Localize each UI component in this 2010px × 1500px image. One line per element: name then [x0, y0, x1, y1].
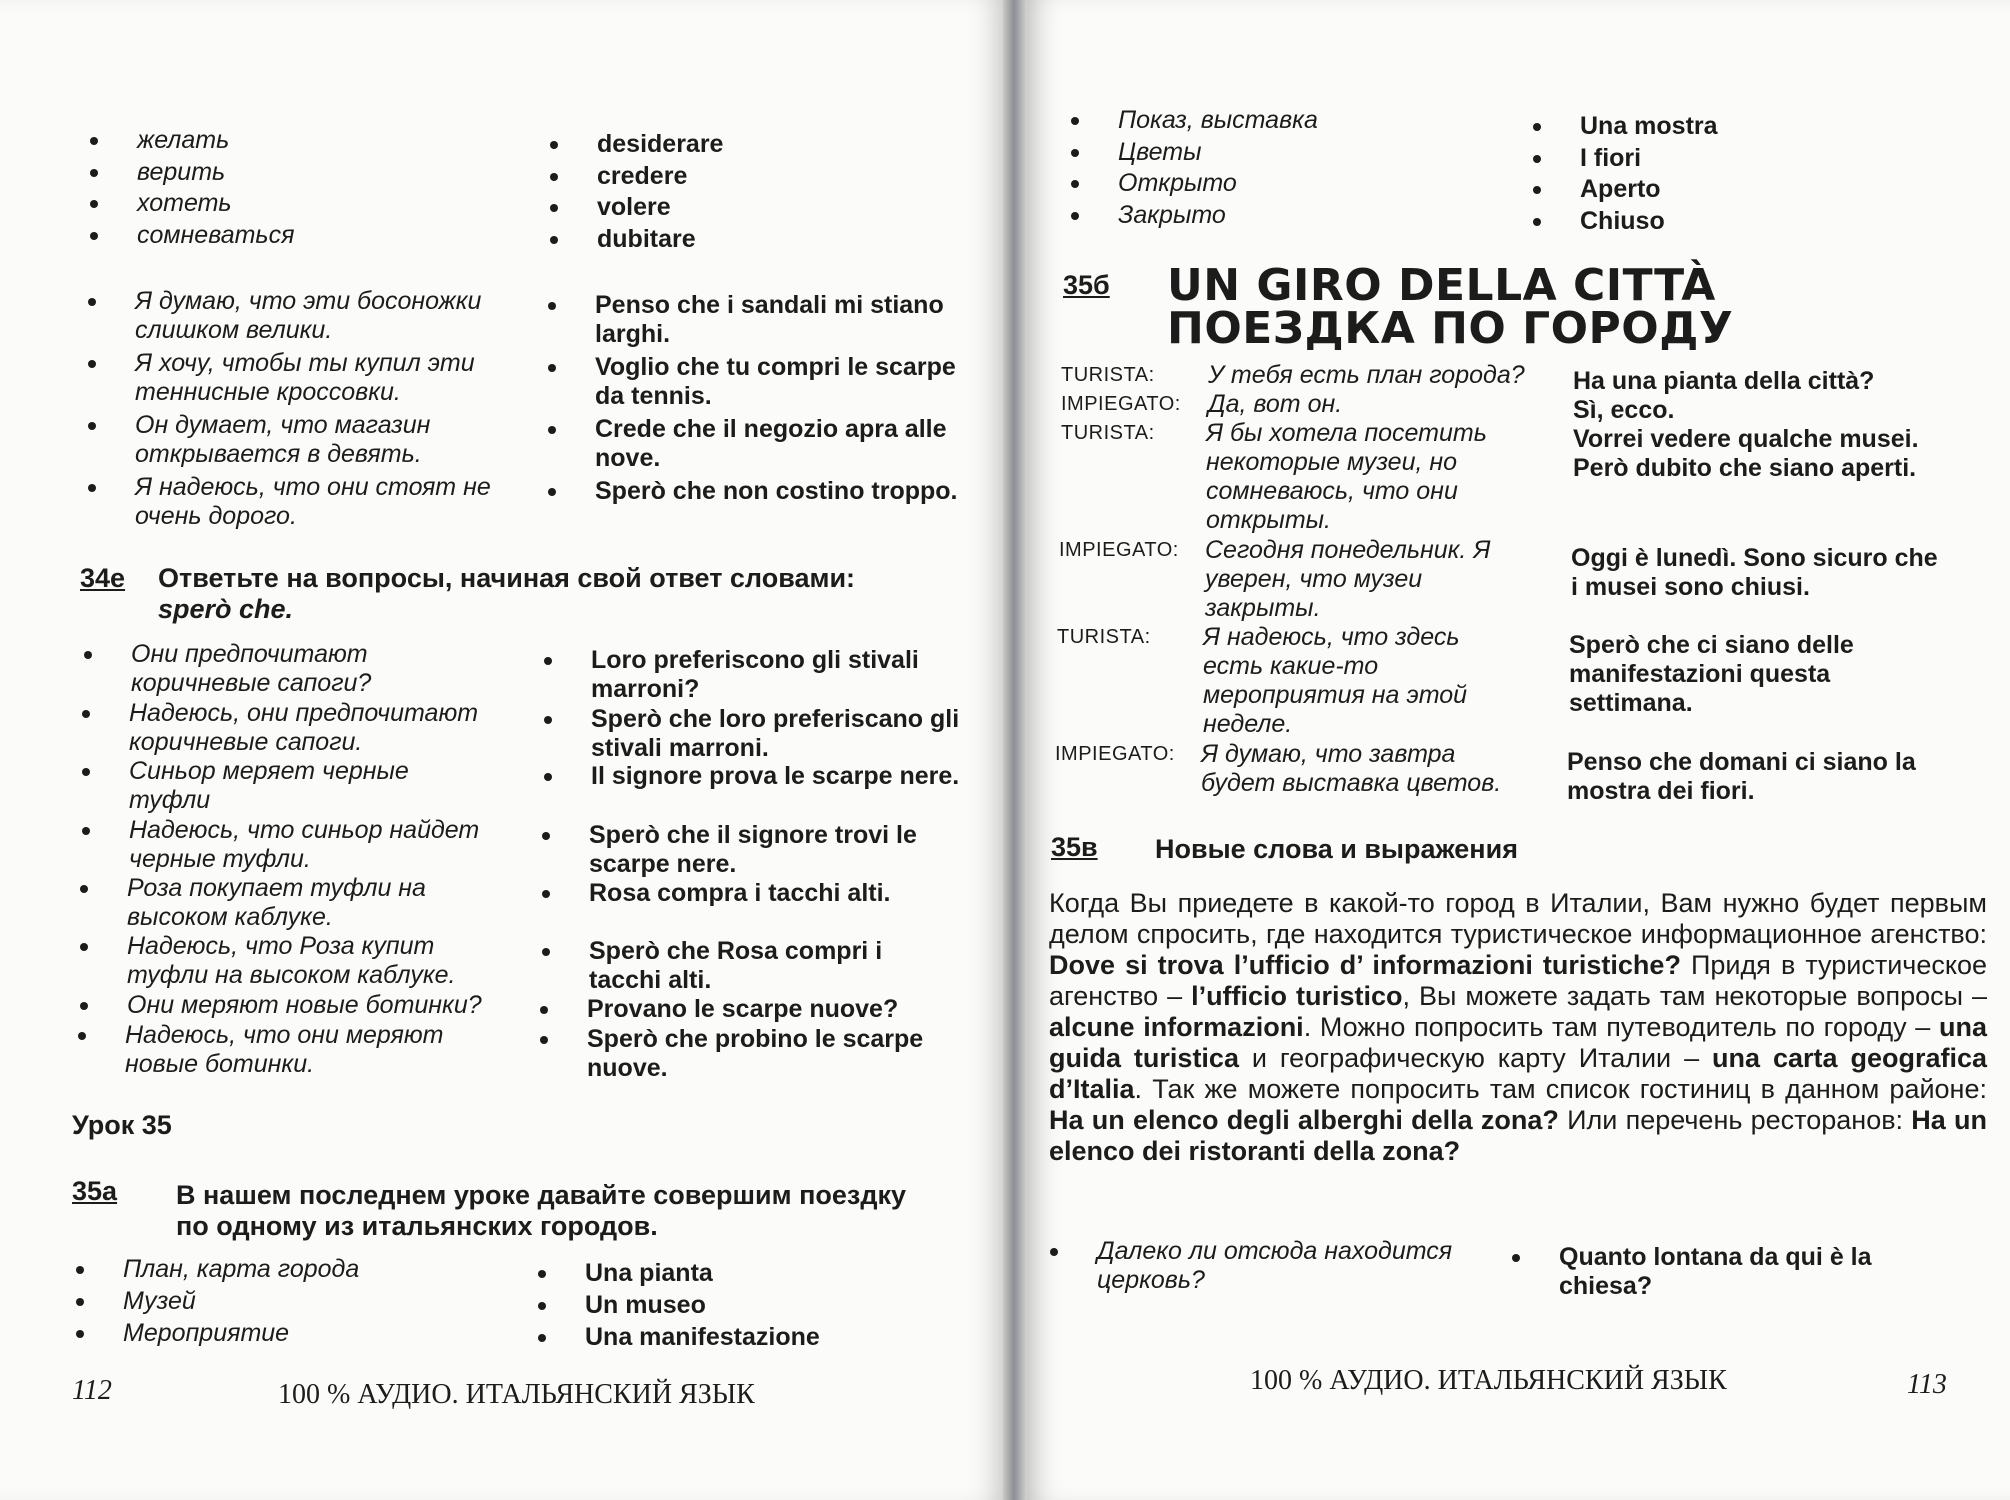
speaker-label: IMPIEGATO: [1059, 539, 1179, 561]
section-title: UN GIRO DELLA CITTÀ [1167, 260, 1716, 311]
list-item: Voglio che tu compri le scarpe da tennis. [595, 353, 956, 410]
page-number: 112 [72, 1375, 112, 1406]
list-item: Музей [123, 1287, 196, 1315]
list-item: Penso che i sandali mi stiano larghi. [595, 291, 944, 348]
section-title: В нашем последнем уроке давайте совершим поездку по одному из итальянских городов. [176, 1180, 906, 1241]
section-title-translation: ПОЕЗДКА ПО ГОРОДУ [1167, 303, 1734, 354]
dialogue-it: Penso che domani ci siano la mostra dei fiori. [1567, 748, 1916, 805]
list-item: Il signore prova le scarpe nere. [591, 762, 960, 790]
list-item: План, карта города [123, 1255, 360, 1283]
list-item: Роза покупает туфли на высоком каблуке. [127, 874, 426, 931]
dialogue-ru: Я бы хотела посетить некоторые музеи, но сомневаюсь, что они открыты. [1206, 419, 1487, 534]
list-item: Una manifestazione [585, 1323, 820, 1351]
list-item: желать [137, 126, 230, 154]
list-item: Sperò che Rosa compri i tacchi alti. [589, 937, 883, 994]
list-item: Я надеюсь, что они стоят не очень дорого. [135, 473, 491, 530]
list-item: хотеть [137, 189, 232, 217]
dialogue-it: Oggi è lunedì. Sono sicuro che i musei sono chiusi. [1571, 544, 1938, 601]
list-item: Они меряют новые ботинки? [127, 991, 482, 1019]
dialogue-it: Ha una pianta della città? [1573, 367, 1875, 395]
section-number: 34е [80, 563, 126, 593]
list-item: Надеюсь, что Роза купит туфли на высоком каблуке. [127, 932, 456, 989]
list-item: Надеюсь, что синьор найдет черные туфли. [129, 816, 480, 873]
dialogue-it: Sì, ecco. [1573, 396, 1675, 424]
right-page [1027, 0, 2010, 1500]
list-item: Rosa compra i tacchi alti. [589, 879, 891, 907]
speaker-label: TURISTA: [1057, 626, 1151, 648]
dialogue-ru: Сегодня понедельник. Я уверен, что музеи закрыты. [1205, 536, 1491, 622]
list-item: volere [597, 193, 671, 221]
running-footer: 100 % АУДИО. ИТАЛЬЯНСКИЙ ЯЗЫК [1250, 1365, 1727, 1396]
section-number: 35а [72, 1176, 118, 1206]
page-number: 113 [1907, 1369, 1947, 1400]
list-item: Loro preferiscono gli stivali marroni? [591, 646, 919, 703]
left-page [0, 0, 1003, 1500]
section-title: Ответьте на вопросы, начиная свой ответ словами: [158, 563, 856, 593]
dialogue-ru: Я думаю, что завтра будет выставка цветов. [1201, 740, 1502, 797]
dialogue-it: Vorrei vedere qualche musei. Però dubito che siano aperti. [1573, 425, 1919, 482]
list-item: Надеюсь, они предпочитают коричневые сапоги. [129, 699, 479, 756]
list-item: Sperò che non costino troppo. [595, 477, 958, 505]
list-item: Sperò che loro preferiscano gli stivali marroni. [591, 705, 960, 762]
section-title-keyword: sperò che. [158, 594, 294, 624]
list-item: Aperto [1580, 175, 1661, 203]
list-item: Синьор меряет черные туфли [129, 757, 409, 814]
list-item: Я хочу, чтобы ты купил эти теннисные кроссовки. [135, 349, 475, 406]
list-item: Sperò che il signore trovi le scarpe nere. [589, 821, 917, 878]
list-item: Sperò che probino le scarpe nuove. [587, 1025, 924, 1082]
list-item: сомневаться [137, 221, 295, 249]
list-item: верить [137, 158, 226, 186]
list-item: Он думает, что магазин открывается в девять. [135, 411, 431, 468]
list-item: desiderare [597, 130, 724, 158]
speaker-label: TURISTA: [1061, 364, 1155, 386]
list-item: Quanto lontana da qui è la chiesa? [1559, 1243, 1872, 1300]
list-item: Una pianta [585, 1259, 713, 1287]
list-item: Я думаю, что эти босоножки слишком велики. [135, 287, 482, 344]
running-footer: 100 % АУДИО. ИТАЛЬЯНСКИЙ ЯЗЫК [278, 1379, 755, 1410]
list-item: Далеко ли отсюда находится церковь? [1097, 1237, 1453, 1294]
speaker-label: IMPIEGATO: [1061, 393, 1181, 415]
dialogue-ru: Я надеюсь, что здесь есть какие-то мероприятия на этой неделе. [1203, 623, 1468, 738]
section-number: 35в [1051, 832, 1098, 862]
list-item: Мероприятие [123, 1319, 290, 1347]
section-number: 35б [1063, 270, 1110, 300]
list-item: Un museo [585, 1291, 706, 1319]
book-spine [1003, 0, 1027, 1500]
section-title: Новые слова и выражения [1155, 834, 1518, 864]
list-item: Provano le scarpe nuove? [587, 995, 899, 1023]
list-item: Crede che il negozio apra alle nove. [595, 415, 947, 472]
dialogue-ru: Да, вот он. [1208, 390, 1343, 418]
list-item: dubitare [597, 225, 696, 253]
dialogue-it: Sperò che ci siano delle manifestazioni questa settimana. [1569, 631, 1854, 717]
list-item: Цветы [1118, 138, 1202, 166]
list-item: Надеюсь, что они меряют новые ботинки. [125, 1021, 444, 1078]
body-paragraph: Когда Вы приедете в какой-то город в Италии, Вам нужно будет первым делом спросить, где находится туристическое информационное агенство: Dove si trova l’ufficio d’ informazioni turistiche? Придя в туристическое агенство – l’ufficio turistico, Вы можете задать там некоторые вопросы – alcune informazioni. Можно попросить там путеводитель по городу – una guida turistica и географическую карту Италии – una carta geografica d’Italia. Так же можете попросить там список гостиниц в данном районе: Ha un elenco degli alberghi della zona? Или перечень ресторанов: Ha un elenco dei ristoranti della zona? [1049, 888, 1988, 1166]
list-item: Показ, выставка [1118, 106, 1318, 134]
list-item: Закрыто [1118, 201, 1226, 229]
list-item: I fiori [1580, 144, 1642, 172]
list-item: credere [597, 162, 688, 190]
dialogue-ru: У тебя есть план города? [1208, 361, 1525, 389]
list-item: Они предпочитают коричневые сапоги? [131, 640, 372, 697]
list-item: Chiuso [1580, 207, 1665, 235]
list-item: Открыто [1118, 169, 1237, 197]
lesson-title: Урок 35 [72, 1110, 172, 1140]
list-item: Una mostra [1580, 112, 1718, 140]
speaker-label: IMPIEGATO: [1055, 743, 1175, 765]
speaker-label: TURISTA: [1061, 422, 1155, 444]
